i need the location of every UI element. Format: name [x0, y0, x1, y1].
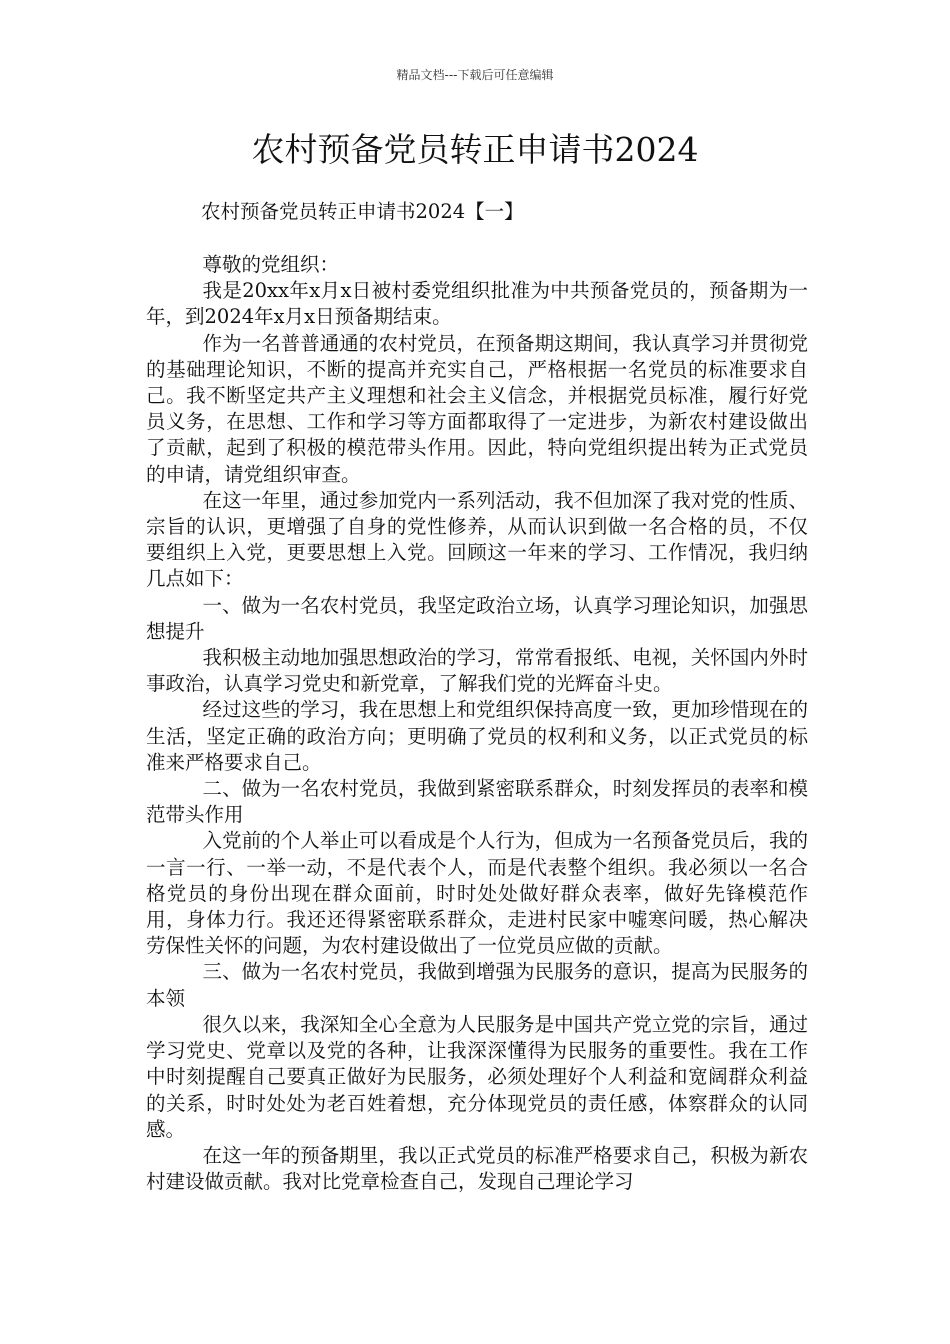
- paragraph: 经过这些的学习，我在思想上和党组织保持高度一致，更加珍惜现在的生活，坚定正确的政治方向；更明确了党员的权利和义务，以正式党员的标准来严格要求自己。: [146, 698, 808, 774]
- document-title: 农村预备党员转正申请书2024: [251, 130, 699, 169]
- paragraph: 在这一年的预备期里，我以正式党员的标准严格要求自己，积极为新农村建设做贡献。我对比党章检查自己，发现自己理论学习: [146, 1143, 808, 1194]
- salutation: 尊敬的党组织：: [202, 253, 340, 276]
- paragraph: 很久以来，我深知全心全意为人民服务是中国共产党立党的宗旨，通过学习党史、党章以及党的各种，让我深深懂得为民服务的重要性。我在工作中时刻提醒自己要真正做好为民服务，必须处理好个人利益和宽阔群众利益的关系，时时处处为老百姓着想，充分体现党员的责任感，体察群众的认同感。: [146, 1012, 808, 1141]
- paragraph: 入党前的个人举止可以看成是个人行为，但成为一名预备党员后，我的一言一行、一举一动，不是代表个人，而是代表整个组织。我必须以一名合格党员的身份出现在群众面前，时时处处做好群众表率，做好先锋模范作用，身体力行。我还还得紧密联系群众，走进村民家中嘘寒问暖，热心解决劳保性关怀的问题，为农村建设做出了一位党员应做的贡献。: [146, 829, 808, 958]
- paragraph: 在这一年里，通过参加党内一系列活动，我不但加深了我对党的性质、宗旨的认识，更增强了自身的党性修养，从而认识到做一名合格的员，不仅要组织上入党，更要思想上入党。回顾这一年来的学习、工作情况，我归纳几点如下：: [146, 488, 808, 591]
- section-heading: 三、做为一名农村党员，我做到增强为民服务的意识，提高为民服务的本领: [146, 960, 808, 1010]
- section-heading: 一、做为一名农村党员，我坚定政治立场，认真学习理论知识，加强思想提升: [146, 593, 808, 643]
- header-note: 精品文档---下载后可任意编辑: [396, 68, 554, 82]
- document-body: [146, 252, 808, 1195]
- paragraph: 我是20xx年x月x日被村委党组织批准为中共预备党员的，预备期为一年，到2024年x月x日预备期结束。: [146, 279, 808, 329]
- section-heading: 二、做为一名农村党员，我做到紧密联系群众，时刻发挥员的表率和模范带头作用: [146, 777, 808, 827]
- paragraph: 作为一名普普通通的农村党员，在预备期这期间，我认真学习并贯彻党的基础理论知识，不断的提高并充实自己，严格根据一名党员的标准要求自己。我不断坚定共产主义理想和社会主义信念，并根据党员标准，履行好党员义务，在思想、工作和学习等方面都取得了一定进步，为新农村建设做出了贡献，起到了积极的模范带头作用。因此，特向党组织提出转为正式党员的申请，请党组织审查。: [146, 331, 808, 486]
- document-subtitle: 农村预备党员转正申请书2024【一】: [201, 200, 524, 223]
- paragraph: 我积极主动地加强思想政治的学习，常常看报纸、电视，关怀国内外时事政治，认真学习党史和新党章，了解我们党的光辉奋斗史。: [146, 646, 808, 696]
